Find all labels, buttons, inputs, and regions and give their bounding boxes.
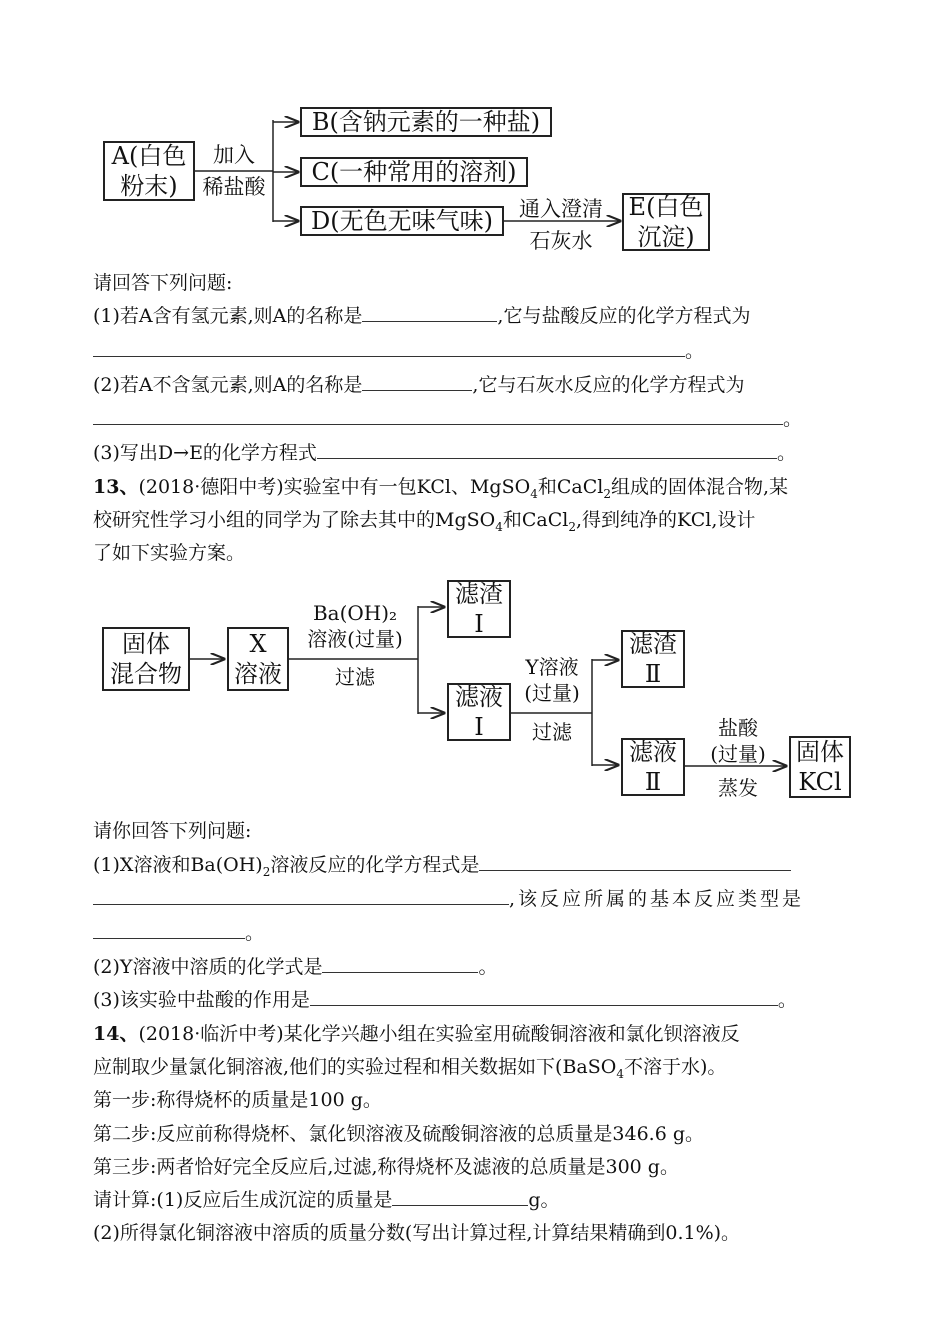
label-hcl-line2: (过量) (710, 742, 766, 766)
q13-line-3: 了如下实验方案。 (93, 542, 246, 564)
q13-line2-c: ,得到纯净的KCl,设计 (575, 509, 756, 531)
box-filtrate-1-line2: Ⅰ (474, 713, 484, 741)
q14-sub-4: 4 (616, 1066, 624, 1081)
q13-q1-a: (1)X溶液和Ba(OH) (93, 854, 263, 876)
q13-line2-b: 和CaCl (502, 509, 569, 531)
q13-sub-2b: 2 (568, 519, 576, 534)
q14-number: 14、 (93, 1023, 139, 1045)
q13-question-2 (93, 954, 497, 980)
box-x-solution-line1: X (249, 630, 267, 658)
q14-calc-a: 请计算:(1)反应后生成沉淀的质量是 (93, 1189, 393, 1211)
q13-q3-end: 。 (777, 989, 797, 1011)
q13-line1-b: 和CaCl (537, 476, 604, 498)
q14-step-3: 第三步:两者恰好完全反应后,过滤,称得烧杯及滤液的总质量是300 g。 (93, 1156, 679, 1178)
q13-q1-b: 溶液反应的化学方程式是 (270, 854, 480, 876)
label-add-acid-line2: 稀盐酸 (202, 175, 266, 199)
answer-blank-precipitate-mass[interactable] (392, 1187, 528, 1206)
q14-line1-rest: 某化学兴趣小组在实验室用硫酸铜溶液和氯化钡溶液反 (283, 1023, 740, 1045)
q14-calc-2: (2)所得氯化铜溶液中溶质的质量分数(写出计算过程,计算结果精确到0.1%)。 (93, 1222, 741, 1244)
q12-q1-tail: ,它与盐酸反应的化学方程式为 (497, 305, 751, 327)
box-solid-mixture-line2: 混合物 (110, 660, 182, 688)
label-baoh2-line1: Ba(OH)₂ (312, 601, 398, 625)
box-a-line1: A(白色 (111, 142, 187, 170)
q13-line1-rest: 实验室中有一包KCl、MgSO (283, 476, 531, 498)
q13-q1-sub2: 2 (262, 864, 271, 879)
box-filtrate-2-line1: 滤液 (629, 738, 677, 766)
q13-question-1-line2 (93, 886, 804, 912)
q13-questions-intro: 请你回答下列问题: (93, 820, 252, 842)
q14-line2-a: 应制取少量氯化铜溶液,他们的实验过程和相关数据如下(BaSO (93, 1056, 617, 1078)
q14-step-2: 第二步:反应前称得烧杯、氯化钡溶液及硫酸铜溶液的总质量是346.6 g。 (93, 1123, 704, 1145)
label-pass-lime-line1: 通入澄清 (519, 197, 603, 221)
label-baoh2-line2: 溶液(过量) (307, 627, 403, 651)
label-hcl-line1: 盐酸 (718, 716, 758, 740)
q12-intro: 请回答下列问题: (93, 272, 233, 294)
box-residue-2-line2: Ⅱ (644, 660, 662, 688)
q13-line2-a: 校研究性学习小组的同学为了除去其中的MgSO (93, 509, 496, 531)
box-b-label: B(含钠元素的一种盐) (311, 108, 541, 136)
box-filtrate-1-line1: 滤液 (455, 683, 503, 711)
answer-blank-hcl-role[interactable] (310, 987, 778, 1006)
label-filter-1: 过滤 (335, 665, 375, 689)
label-pass-lime-line2: 石灰水 (529, 229, 593, 253)
label-evaporate: 蒸发 (718, 776, 758, 800)
answer-blank-y-formula[interactable] (322, 954, 478, 973)
q13-line1-c: 组成的固体混合物,某 (610, 476, 788, 498)
box-solid-kcl-line1: 固体 (796, 738, 844, 766)
label-filter-2: 过滤 (532, 720, 572, 744)
label-y-solution-line2: (过量) (524, 681, 580, 705)
label-y-solution-line1: Y溶液 (525, 655, 579, 679)
q13-number: 13、 (93, 476, 139, 498)
box-a-line2: 粉末) (120, 172, 178, 200)
answer-blank-reaction-type[interactable] (93, 920, 245, 939)
q13-q1-end: 。 (245, 922, 265, 944)
q14-line-1 (93, 1021, 740, 1047)
q13-q3-text: (3)该实验中盐酸的作用是 (93, 989, 310, 1011)
q12-q2-end: 。 (783, 408, 803, 430)
q13-q2-end: 。 (478, 956, 498, 978)
box-e-line1: E(白色 (628, 193, 704, 221)
box-d-label: D(无色无味气味) (311, 207, 493, 235)
q14-line-2 (93, 1054, 726, 1087)
q14-step-1: 第一步:称得烧杯的质量是100 g。 (93, 1089, 382, 1111)
q14-line2-b: 不溶于水)。 (623, 1056, 727, 1078)
box-c-label: C(一种常用的溶剂) (311, 158, 517, 186)
q13-question-3 (93, 987, 797, 1013)
box-residue-2-line1: 滤渣 (629, 630, 677, 658)
q13-q1-tail: ,该反应所属的基本反应类型是 (509, 888, 805, 910)
box-solid-kcl-line2: KCl (798, 768, 842, 796)
box-filtrate-2-line2: Ⅱ (644, 768, 662, 796)
box-residue-1-line1: 滤渣 (455, 580, 503, 608)
box-solid-mixture-line1: 固体 (122, 630, 170, 658)
q13-q2-text: (2)Y溶液中溶质的化学式是 (93, 956, 323, 978)
q13-question-1-line3 (93, 920, 264, 946)
box-e-line2: 沉淀) (637, 223, 695, 251)
q12-q3-end: 。 (776, 442, 796, 464)
q12-q3-text: (3)写出D→E的化学方程式 (93, 442, 317, 464)
q13-sub-2a: 2 (603, 486, 611, 501)
box-residue-1-line2: Ⅰ (474, 610, 484, 638)
label-add-acid-line1: 加入 (213, 143, 255, 167)
answer-blank-x-equation-cont[interactable] (93, 886, 509, 905)
q12-q1-end: 。 (685, 340, 705, 362)
q13-sub-4a: 4 (530, 486, 538, 501)
q13-question-1 (93, 852, 791, 885)
q14-calc-b: g。 (528, 1189, 560, 1211)
q12-q2-tail: ,它与石灰水反应的化学方程式为 (472, 374, 745, 396)
q12-q1-text: (1)若A含有氢元素,则A的名称是 (93, 305, 363, 327)
box-x-solution-line2: 溶液 (234, 660, 282, 688)
q13-sub-4b: 4 (495, 519, 503, 534)
q13-source: (2018·德阳中考) (138, 476, 284, 498)
answer-blank-x-equation[interactable] (479, 852, 791, 871)
q12-q2-text: (2)若A不含氢元素,则A的名称是 (93, 374, 363, 396)
q14-source: (2018·临沂中考) (138, 1023, 284, 1045)
q14-calc-1 (93, 1187, 560, 1213)
